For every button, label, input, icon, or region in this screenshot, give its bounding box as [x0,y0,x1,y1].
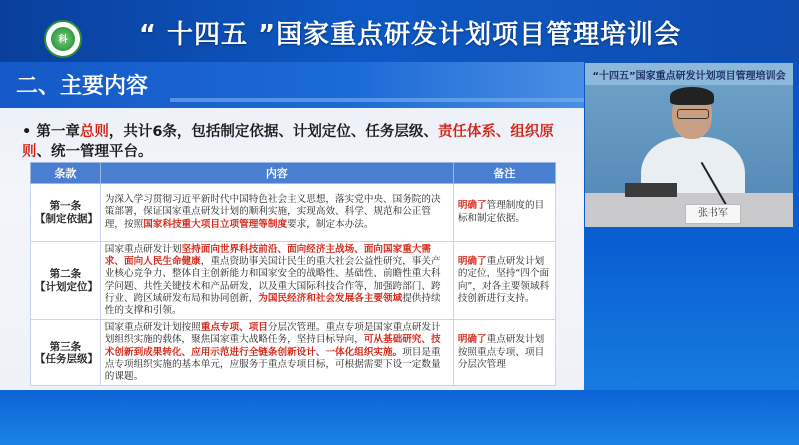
slide-panel [0,62,584,390]
slide-header [0,62,584,108]
table-row [31,184,556,242]
content-cell: 为深入学习贯彻习近平新时代中国特色社会主义思想，落实党中央、国务院的决策部署，保证国家重点研发计划的顺利实施，实现高效、科学、规范和公正管理，按照国家科技重大项目立项管理等制度要求，制定本办法。 [100,184,453,242]
clause-cell: 第三条 【任务层级】 [31,320,101,386]
header-content: 内容 [100,163,453,184]
video-backdrop-banner [585,63,793,85]
note-cell: 明确了管理制度的目标和制定依据。 [453,184,555,242]
note-cell: 明确了重点研发计划按照重点专项、项目分层次管理 [453,320,555,386]
speaker-hair [670,87,714,105]
header-clause: 条款 [31,163,101,184]
logo-icon: 科 [44,20,82,58]
glasses-icon [677,109,709,119]
video-backdrop-title: “十四五”国家重点研发计划项目管理培训会 [592,71,786,82]
laptop-icon [625,183,677,197]
content-cell: 国家重点研发计划按照重点专项、项目分层次管理。重点专项是国家重点研发计划组织实施的载体，聚焦国家重大战略任务，坚持目标导向，可从基础研究、技术创新到成果转化、应用示范进行全链条创新设计、一体化组织实施。项目是重点专项组织实施的基本单元，应服务于重点专项目标，可根据需要下设一定数量的课题。 [100,320,453,386]
articles-table [30,162,556,386]
banner [0,0,799,62]
background-footer [0,390,799,445]
table-row [31,242,556,320]
summary-bullet: • 第一章总则，共计6条，包括制定依据、计划定位、任务层级、责任体系、组织原则、统一管理平台。 [22,124,554,160]
speaker-nameplate: 张书军 [685,204,741,224]
content-cell: 国家重点研发计划坚持面向世界科技前沿、面向经济主战场、面向国家重大需求、面向人民生命健康，重点资助事关国计民生的重大社会公益性研究，事关产业核心竞争力、整体自主创新能力和国家安全的战略性、基础性、前瞻性重大科学问题、共性关键技术和产品研发，以及重大国际科技合作等，加强跨部门、跨行业、跨区域研发布局和协同创新，为国民经济和社会发展各主要领域提供持续性的支撑和引领。 [100,242,453,320]
clause-cell: 第一条 【制定依据】 [31,184,101,242]
header-ribbon [170,98,584,102]
note-cell: 明确了重点研发计划的定位，坚持“四个面向”，对各主要领域科技创新进行支持。 [453,242,555,320]
clause-cell: 第二条 【计划定位】 [31,242,101,320]
banner-title: “ 十四五 ”国家重点研发计划项目管理培训会 [138,20,682,50]
slide-title: 二、主要内容 [16,74,149,99]
table-row [31,320,556,386]
table-header-row [31,163,556,184]
header-note: 备注 [453,163,555,184]
speaker-video [585,63,793,227]
